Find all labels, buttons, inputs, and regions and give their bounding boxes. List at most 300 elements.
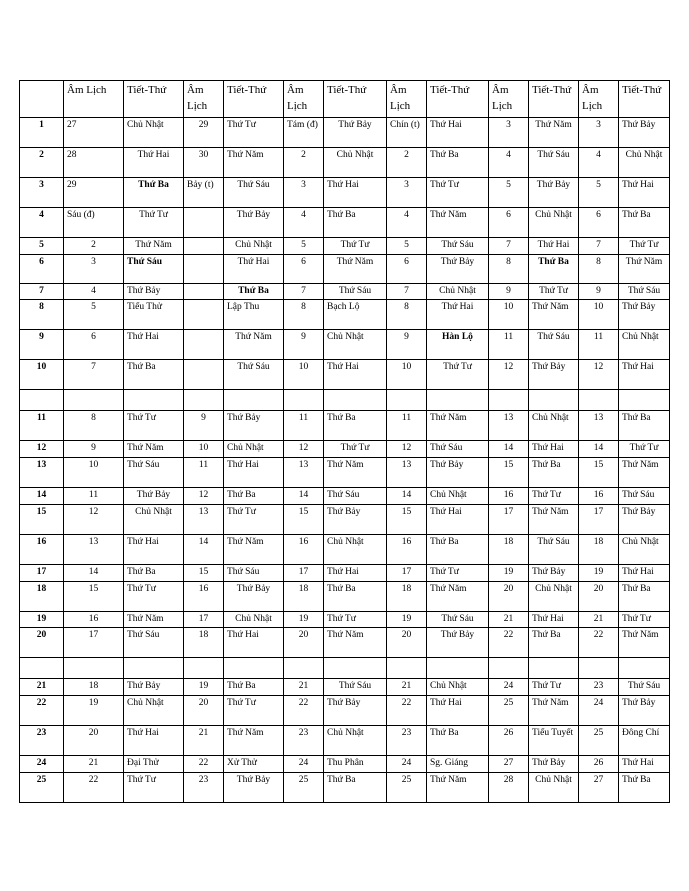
lunar-date-cell: 24 — [387, 756, 427, 773]
lunar-date-cell: 4 — [579, 147, 619, 177]
lunar-date-cell: 17 — [64, 628, 124, 658]
weekday-term-cell: Thứ Hai — [324, 177, 387, 207]
lunar-date-cell: 24 — [284, 756, 324, 773]
weekday-term-cell: Thứ Năm — [529, 504, 579, 534]
lunar-date-cell: 15 — [579, 458, 619, 488]
lunar-date-cell: 18 — [184, 628, 224, 658]
lunar-date-cell: Chín (t) — [387, 117, 427, 147]
lunar-date-cell: 12 — [579, 360, 619, 390]
lunar-date-cell: 7 — [64, 360, 124, 390]
weekday-term-cell: Thứ Năm — [427, 207, 489, 237]
weekday-term-cell: Thứ Bảy — [529, 756, 579, 773]
header-cell-lunar: Âm Lịch — [489, 81, 529, 118]
lunar-date-cell: 22 — [387, 696, 427, 726]
weekday-term-cell: Chủ Nhật — [619, 147, 670, 177]
table-row — [20, 330, 670, 360]
day-number-cell: 25 — [20, 773, 64, 803]
weekday-term-cell: Thứ Tư — [427, 564, 489, 581]
lunar-date-cell: 9 — [387, 330, 427, 360]
lunar-date-cell: 18 — [284, 581, 324, 611]
weekday-term-cell: Thứ Hai — [124, 534, 184, 564]
weekday-term-cell: Thứ Ba — [124, 564, 184, 581]
lunar-date-cell — [64, 390, 124, 411]
table-row — [20, 300, 670, 330]
lunar-date-cell: 21 — [387, 679, 427, 696]
weekday-term-cell: Thứ Hai — [124, 726, 184, 756]
lunar-date-cell: 9 — [579, 283, 619, 300]
lunar-date-cell: 20 — [387, 628, 427, 658]
weekday-term-cell: Thứ Hai — [324, 360, 387, 390]
day-number-cell: 17 — [20, 564, 64, 581]
weekday-term-cell: Chủ Nhật — [224, 237, 284, 254]
lunar-date-cell: 18 — [489, 534, 529, 564]
header-cell-lunar: Âm Lịch — [64, 81, 124, 118]
weekday-term-cell: Thứ Sáu — [324, 679, 387, 696]
weekday-term-cell: Chủ Nhật — [124, 696, 184, 726]
weekday-term-cell: Thứ Hai — [619, 360, 670, 390]
day-number-cell: 24 — [20, 756, 64, 773]
lunar-date-cell: Tám (đ) — [284, 117, 324, 147]
day-number-cell: 14 — [20, 488, 64, 505]
weekday-term-cell: Thứ Ba — [124, 360, 184, 390]
lunar-date-cell: 25 — [284, 773, 324, 803]
weekday-term-cell: Thứ Năm — [224, 726, 284, 756]
weekday-term-cell: Tiểu Thử — [124, 300, 184, 330]
header-cell-lunar: Âm Lịch — [284, 81, 324, 118]
weekday-term-cell: Thứ Ba — [324, 207, 387, 237]
weekday-term-cell — [224, 390, 284, 411]
weekday-term-cell: Thứ Bảy — [224, 207, 284, 237]
weekday-term-cell: Thứ Sáu — [529, 147, 579, 177]
weekday-term-cell: Thứ Năm — [124, 441, 184, 458]
lunar-date-cell: 4 — [489, 147, 529, 177]
lunar-date-cell: 13 — [387, 458, 427, 488]
lunar-date-cell: 14 — [184, 534, 224, 564]
weekday-term-cell: Thứ Hai — [427, 504, 489, 534]
day-number-cell: 10 — [20, 360, 64, 390]
day-number-cell: 21 — [20, 679, 64, 696]
weekday-term-cell: Thứ Hai — [619, 756, 670, 773]
weekday-term-cell: Thứ Tư — [619, 611, 670, 628]
weekday-term-cell: Thứ Năm — [224, 330, 284, 360]
weekday-term-cell: Thứ Hai — [324, 564, 387, 581]
weekday-term-cell — [324, 658, 387, 679]
lunar-date-cell: 4 — [64, 283, 124, 300]
day-number-cell: 7 — [20, 283, 64, 300]
day-number-cell — [20, 390, 64, 411]
lunar-date-cell: 9 — [184, 411, 224, 441]
weekday-term-cell: Thứ Hai — [124, 147, 184, 177]
table-row — [20, 283, 670, 300]
weekday-term-cell: Bạch Lộ — [324, 300, 387, 330]
lunar-date-cell: 17 — [387, 564, 427, 581]
weekday-term-cell: Sg. Giáng — [427, 756, 489, 773]
lunar-date-cell: 22 — [284, 696, 324, 726]
day-number-cell: 8 — [20, 300, 64, 330]
lunar-date-cell: 5 — [284, 237, 324, 254]
lunar-date-cell: 4 — [284, 207, 324, 237]
weekday-term-cell: Thứ Bảy — [427, 458, 489, 488]
weekday-term-cell: Thu Phân — [324, 756, 387, 773]
weekday-term-cell: Thứ Năm — [324, 458, 387, 488]
weekday-term-cell: Thứ Năm — [124, 611, 184, 628]
weekday-term-cell: Đông Chí — [619, 726, 670, 756]
lunar-date-cell: 24 — [579, 696, 619, 726]
lunar-date-cell: 28 — [64, 147, 124, 177]
header-cell-lunar: Âm Lịch — [184, 81, 224, 118]
lunar-date-cell: 22 — [184, 756, 224, 773]
lunar-date-cell: Sáu (đ) — [64, 207, 124, 237]
weekday-term-cell: Thứ Sáu — [619, 488, 670, 505]
lunar-date-cell: 10 — [184, 441, 224, 458]
lunar-date-cell: 5 — [64, 300, 124, 330]
lunar-date-cell: 8 — [579, 254, 619, 283]
weekday-term-cell: Thứ Tư — [324, 441, 387, 458]
weekday-term-cell: Thứ Hai — [124, 330, 184, 360]
lunar-date-cell: 11 — [489, 330, 529, 360]
weekday-term-cell: Chủ Nhật — [619, 330, 670, 360]
lunar-date-cell — [184, 254, 224, 283]
lunar-date-cell: 12 — [184, 488, 224, 505]
lunar-date-cell: 3 — [64, 254, 124, 283]
lunar-date-cell: 21 — [579, 611, 619, 628]
lunar-date-cell: 14 — [579, 441, 619, 458]
lunar-date-cell: 6 — [284, 254, 324, 283]
lunar-date-cell: 29 — [64, 177, 124, 207]
lunar-date-cell: 7 — [387, 283, 427, 300]
lunar-date-cell — [184, 237, 224, 254]
weekday-term-cell: Thứ Hai — [529, 237, 579, 254]
lunar-date-cell: 26 — [489, 726, 529, 756]
weekday-term-cell: Thứ Sáu — [427, 237, 489, 254]
lunar-date-cell — [284, 390, 324, 411]
weekday-term-cell: Thứ Hai — [427, 696, 489, 726]
table-row — [20, 147, 670, 177]
lunar-date-cell — [184, 390, 224, 411]
weekday-term-cell — [529, 658, 579, 679]
lunar-date-cell: 14 — [64, 564, 124, 581]
day-number-cell: 3 — [20, 177, 64, 207]
weekday-term-cell: Thứ Sáu — [427, 611, 489, 628]
weekday-term-cell: Thứ Bảy — [224, 411, 284, 441]
table-row — [20, 726, 670, 756]
lunar-date-cell: 22 — [64, 773, 124, 803]
spacer-row — [20, 658, 670, 679]
day-number-cell: 5 — [20, 237, 64, 254]
header-cell-day — [20, 81, 64, 118]
lunar-date-cell: Bảy (t) — [184, 177, 224, 207]
weekday-term-cell: Thứ Tư — [224, 117, 284, 147]
weekday-term-cell: Thứ Tư — [529, 679, 579, 696]
lunar-date-cell: 10 — [387, 360, 427, 390]
lunar-date-cell: 20 — [489, 581, 529, 611]
weekday-term-cell: Thứ Sáu — [529, 330, 579, 360]
lunar-date-cell: 3 — [284, 177, 324, 207]
lunar-date-cell: 17 — [579, 504, 619, 534]
lunar-date-cell — [489, 658, 529, 679]
lunar-date-cell: 25 — [579, 726, 619, 756]
table-row — [20, 611, 670, 628]
table-row — [20, 177, 670, 207]
weekday-term-cell: Chủ Nhật — [324, 147, 387, 177]
header-cell-term: Tiết-Thứ — [619, 81, 670, 118]
weekday-term-cell: Chủ Nhật — [224, 611, 284, 628]
lunar-date-cell: 2 — [387, 147, 427, 177]
weekday-term-cell: Thứ Bảy — [324, 696, 387, 726]
weekday-term-cell: Thứ Năm — [529, 696, 579, 726]
day-number-cell: 18 — [20, 581, 64, 611]
weekday-term-cell: Thứ Tư — [529, 488, 579, 505]
day-number-cell: 15 — [20, 504, 64, 534]
weekday-term-cell: Thứ Bảy — [124, 488, 184, 505]
weekday-term-cell — [124, 658, 184, 679]
lunar-date-cell: 23 — [579, 679, 619, 696]
day-number-cell: 11 — [20, 411, 64, 441]
weekday-term-cell — [124, 390, 184, 411]
day-number-cell: 1 — [20, 117, 64, 147]
table-row — [20, 773, 670, 803]
weekday-term-cell: Thứ Ba — [619, 773, 670, 803]
lunar-date-cell: 10 — [489, 300, 529, 330]
lunar-date-cell: 16 — [387, 534, 427, 564]
lunar-calendar-table — [19, 80, 670, 803]
weekday-term-cell: Thứ Sáu — [427, 441, 489, 458]
weekday-term-cell: Thứ Bảy — [427, 628, 489, 658]
lunar-date-cell: 18 — [64, 679, 124, 696]
header-cell-term: Tiết-Thứ — [124, 81, 184, 118]
weekday-term-cell: Thứ Bảy — [529, 360, 579, 390]
lunar-date-cell: 23 — [387, 726, 427, 756]
lunar-date-cell: 2 — [64, 237, 124, 254]
lunar-date-cell: 6 — [489, 207, 529, 237]
lunar-date-cell: 19 — [387, 611, 427, 628]
lunar-date-cell: 12 — [489, 360, 529, 390]
lunar-date-cell: 22 — [579, 628, 619, 658]
lunar-date-cell: 21 — [184, 726, 224, 756]
lunar-date-cell: 16 — [489, 488, 529, 505]
weekday-term-cell: Chủ Nhật — [324, 330, 387, 360]
weekday-term-cell: Thứ Tư — [224, 696, 284, 726]
lunar-date-cell — [184, 360, 224, 390]
lunar-date-cell: 13 — [184, 504, 224, 534]
day-number-cell: 13 — [20, 458, 64, 488]
weekday-term-cell: Thứ Sáu — [224, 177, 284, 207]
weekday-term-cell: Thứ Tư — [427, 360, 489, 390]
weekday-term-cell: Thứ Bảy — [619, 300, 670, 330]
weekday-term-cell: Thứ Tư — [124, 411, 184, 441]
lunar-date-cell: 5 — [489, 177, 529, 207]
weekday-term-cell: Thứ Năm — [224, 534, 284, 564]
lunar-date-cell: 27 — [489, 756, 529, 773]
table-row — [20, 237, 670, 254]
lunar-date-cell: 13 — [579, 411, 619, 441]
weekday-term-cell: Thứ Ba — [529, 628, 579, 658]
weekday-term-cell: Chủ Nhật — [324, 726, 387, 756]
lunar-date-cell: 20 — [184, 696, 224, 726]
lunar-date-cell: 15 — [387, 504, 427, 534]
day-number-cell: 22 — [20, 696, 64, 726]
weekday-term-cell: Thứ Tư — [124, 581, 184, 611]
weekday-term-cell: Thứ Ba — [124, 177, 184, 207]
weekday-term-cell: Thứ Năm — [324, 628, 387, 658]
lunar-date-cell: 8 — [387, 300, 427, 330]
lunar-date-cell: 2 — [284, 147, 324, 177]
header-cell-term: Tiết-Thứ — [427, 81, 489, 118]
table-row — [20, 756, 670, 773]
lunar-date-cell: 20 — [64, 726, 124, 756]
weekday-term-cell: Chủ Nhật — [529, 581, 579, 611]
weekday-term-cell — [427, 390, 489, 411]
weekday-term-cell: Thứ Tư — [224, 504, 284, 534]
weekday-term-cell: Thứ Ba — [529, 458, 579, 488]
lunar-date-cell: 7 — [489, 237, 529, 254]
day-number-cell: 4 — [20, 207, 64, 237]
table-row — [20, 411, 670, 441]
lunar-date-cell: 7 — [284, 283, 324, 300]
weekday-term-cell — [619, 658, 670, 679]
lunar-date-cell: 21 — [284, 679, 324, 696]
table-row — [20, 117, 670, 147]
weekday-term-cell: Thứ Tư — [619, 237, 670, 254]
lunar-date-cell: 25 — [387, 773, 427, 803]
lunar-date-cell — [184, 207, 224, 237]
lunar-date-cell: 23 — [284, 726, 324, 756]
lunar-date-cell — [184, 300, 224, 330]
weekday-term-cell: Thứ Tư — [619, 441, 670, 458]
lunar-date-cell — [387, 390, 427, 411]
header-cell-term: Tiết-Thứ — [529, 81, 579, 118]
lunar-date-cell: 27 — [579, 773, 619, 803]
weekday-term-cell: Thứ Sáu — [619, 283, 670, 300]
day-number-cell: 12 — [20, 441, 64, 458]
lunar-date-cell: 13 — [489, 411, 529, 441]
lunar-date-cell: 20 — [284, 628, 324, 658]
lunar-date-cell: 11 — [184, 458, 224, 488]
lunar-date-cell: 26 — [579, 756, 619, 773]
weekday-term-cell: Thứ Hai — [619, 564, 670, 581]
weekday-term-cell: Thứ Năm — [619, 254, 670, 283]
weekday-term-cell: Chủ Nhật — [427, 283, 489, 300]
table-row — [20, 458, 670, 488]
weekday-term-cell: Thứ Sáu — [124, 458, 184, 488]
day-number-cell: 2 — [20, 147, 64, 177]
table-row — [20, 534, 670, 564]
weekday-term-cell: Thứ Ba — [324, 773, 387, 803]
table-row — [20, 564, 670, 581]
lunar-date-cell: 21 — [489, 611, 529, 628]
weekday-term-cell: Thứ Hai — [427, 117, 489, 147]
lunar-date-cell: 6 — [64, 330, 124, 360]
weekday-term-cell: Đại Thử — [124, 756, 184, 773]
calendar-body — [20, 81, 670, 803]
weekday-term-cell: Thứ Năm — [619, 458, 670, 488]
lunar-date-cell: 20 — [579, 581, 619, 611]
lunar-date-cell: 15 — [489, 458, 529, 488]
weekday-term-cell: Thứ Hai — [224, 254, 284, 283]
weekday-term-cell: Thứ Năm — [529, 117, 579, 147]
lunar-date-cell: 19 — [184, 679, 224, 696]
lunar-date-cell: 17 — [489, 504, 529, 534]
day-number-cell — [20, 658, 64, 679]
header-cell-term: Tiết-Thứ — [224, 81, 284, 118]
lunar-date-cell — [64, 658, 124, 679]
weekday-term-cell: Thứ Sáu — [619, 679, 670, 696]
lunar-date-cell: 13 — [284, 458, 324, 488]
lunar-date-cell — [184, 658, 224, 679]
lunar-date-cell: 16 — [64, 611, 124, 628]
table-row — [20, 441, 670, 458]
weekday-term-cell: Thứ Năm — [324, 254, 387, 283]
weekday-term-cell: Chủ Nhật — [427, 679, 489, 696]
weekday-term-cell: Thứ Bảy — [619, 696, 670, 726]
lunar-date-cell: 29 — [184, 117, 224, 147]
weekday-term-cell: Chủ Nhật — [619, 534, 670, 564]
day-number-cell: 20 — [20, 628, 64, 658]
lunar-date-cell: 12 — [387, 441, 427, 458]
weekday-term-cell: Thứ Bảy — [224, 581, 284, 611]
lunar-date-cell: 8 — [284, 300, 324, 330]
lunar-date-cell: 22 — [489, 628, 529, 658]
lunar-date-cell: 4 — [387, 207, 427, 237]
lunar-date-cell: 28 — [489, 773, 529, 803]
weekday-term-cell: Chủ Nhật — [124, 504, 184, 534]
lunar-date-cell: 19 — [284, 611, 324, 628]
weekday-term-cell: Chủ Nhật — [324, 534, 387, 564]
lunar-date-cell: 19 — [579, 564, 619, 581]
lunar-date-cell: 12 — [284, 441, 324, 458]
header-row — [20, 81, 670, 118]
lunar-date-cell: 10 — [284, 360, 324, 390]
table-row — [20, 488, 670, 505]
lunar-date-cell: 18 — [387, 581, 427, 611]
lunar-date-cell: 27 — [64, 117, 124, 147]
lunar-date-cell — [184, 330, 224, 360]
weekday-term-cell: Thứ Sáu — [124, 628, 184, 658]
weekday-term-cell — [427, 658, 489, 679]
table-row — [20, 254, 670, 283]
lunar-date-cell: 18 — [579, 534, 619, 564]
weekday-term-cell: Thứ Bảy — [529, 177, 579, 207]
lunar-date-cell: 19 — [64, 696, 124, 726]
weekday-term-cell: Thứ Bảy — [619, 504, 670, 534]
weekday-term-cell: Thứ Hai — [529, 441, 579, 458]
weekday-term-cell — [224, 658, 284, 679]
weekday-term-cell: Thứ Sáu — [224, 564, 284, 581]
lunar-date-cell: 23 — [184, 773, 224, 803]
weekday-term-cell: Thứ Bảy — [124, 679, 184, 696]
day-number-cell: 6 — [20, 254, 64, 283]
weekday-term-cell: Thứ Bảy — [427, 254, 489, 283]
header-cell-term: Tiết-Thứ — [324, 81, 387, 118]
weekday-term-cell: Thứ Năm — [427, 773, 489, 803]
lunar-date-cell: 14 — [284, 488, 324, 505]
weekday-term-cell: Thứ Hai — [427, 300, 489, 330]
weekday-term-cell: Thứ Ba — [324, 581, 387, 611]
lunar-date-cell: 15 — [184, 564, 224, 581]
table-row — [20, 504, 670, 534]
weekday-term-cell: Thứ Ba — [224, 283, 284, 300]
weekday-term-cell: Thứ Tư — [124, 207, 184, 237]
lunar-date-cell: 8 — [489, 254, 529, 283]
weekday-term-cell: Lập Thu — [224, 300, 284, 330]
lunar-date-cell: 10 — [64, 458, 124, 488]
header-cell-lunar: Âm Lịch — [579, 81, 619, 118]
lunar-date-cell: 15 — [284, 504, 324, 534]
weekday-term-cell: Thứ Bảy — [324, 504, 387, 534]
day-number-cell: 9 — [20, 330, 64, 360]
lunar-date-cell: 11 — [64, 488, 124, 505]
day-number-cell: 16 — [20, 534, 64, 564]
